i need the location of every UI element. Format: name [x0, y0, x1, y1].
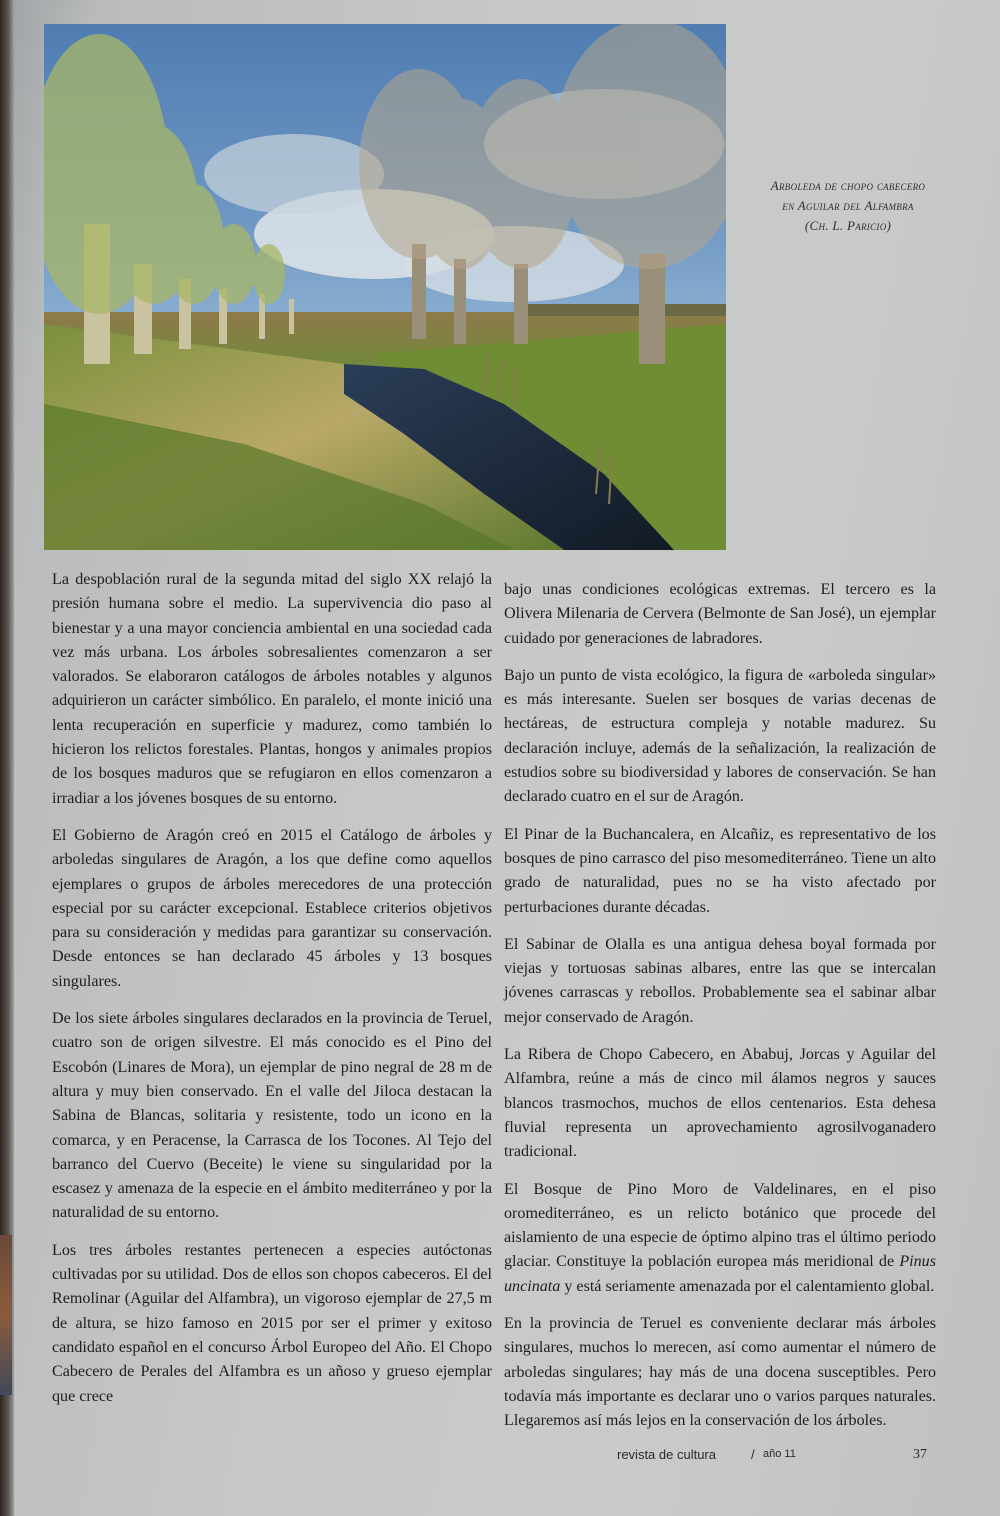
species-name: Pinus uncinata: [504, 1253, 936, 1295]
landscape-photo: [44, 24, 726, 550]
photo-caption: [748, 176, 948, 236]
left-text-column: [52, 568, 492, 1422]
paragraph: De los siete árboles singulares declarados en la provincia de Teruel, cuatro son de origen silvestre. El más conocido es el Pino del Escobón (Linares de Mora), un ejemplar de pino negral de 28 m de altura y muy bien conservado. En el valle del Jiloca destacan la Sabina de Blancas, solitaria y resistente, todo un icono en la comarca, y en Peracense, la Carrasca de los Tocones. Al Tejo del barranco del Cuervo (Beceite) le viene su singularidad por la escasez y amenaza de la especie en el ámbito mediterráneo y por la naturalidad de su entorno.: [52, 1010, 492, 1222]
footer-separator: /: [751, 1447, 755, 1462]
paragraph: El Gobierno de Aragón creó en 2015 el Catálogo de árboles y arboledas singulares de Aragón, a los que define como aquellos ejemplares o grupos de árboles merecedores de una protección especial por su carácter excepcional. Establece criterios objetivos para su consideración y medidas para garantizar su conservación. Desde entonces se han declarado 45 árboles y 13 bosques singulares.: [52, 826, 492, 990]
page-footer: [617, 1447, 927, 1467]
paragraph: Los tres árboles restantes pertenecen a especies autóctonas cultivadas por su utilidad. Dos de ellos son chopos cabeceros. El del Remolinar (Aguilar del Alfambra), un vigoroso ejemplar de 27,5 m de altura, se hizo famoso en 2015 por ser el primer y exitoso candidato español en el concurso Árbol Europeo del Año. El Chopo Cabecero de Perales del Alfambra es un añoso y grueso ejemplar que crece: [52, 1241, 492, 1405]
paragraph: El Pinar de la Buchancalera, en Alcañiz, es representativo de los bosques de pino carrasco del piso mesomediterráneo. Tiene un alto grado de naturalidad, pues no se ha visto afectado por perturbaciones durante décadas.: [504, 825, 936, 916]
caption-line-2: en Aguilar del Alfambra: [782, 198, 914, 213]
caption-line-1: Arboleda de chopo cabecero: [770, 178, 926, 193]
previous-page-edge: [0, 0, 14, 1516]
paragraph: [504, 1178, 936, 1299]
magazine-name: revista de cultura: [617, 1447, 716, 1462]
paragraph: Bajo un punto de vista ecológico, la figura de «arboleda singular» es más interesante. Suelen ser bosques de varias decenas de hectáreas, de estructura compleja y notable madurez. Su declaración incluye, además de la señalización, la realización de estudios sobre su biodiversidad y labores de conservación. Se han declarado cuatro en el sur de Aragón.: [504, 666, 936, 806]
paragraph: bajo unas condiciones ecológicas extremas. El tercero es la Olivera Milenaria de Cervera (Belmonte de San José), un ejemplar cuidado por generaciones de labradores.: [504, 581, 936, 647]
paragraph: La despoblación rural de la segunda mitad del siglo XX relajó la presión humana sobre el medio. La supervivencia dio paso al bienestar y a una mayor conciencia ambiental en una sociedad cada vez más urbana. Los árboles sobresalientes comenzaron a ser valorados. Se elaboraron catálogos de árboles notables y algunos adquirieron un carácter simbólico. En paralelo, el monte inició una lenta recuperación en superficie y madurez, como también lo hicieron los relictos forestales. Plantas, hongos y animales propios de los bosques maduros que se refugiaron en ellos comenzaron a irradiar a los jóvenes bosques de su entorno.: [52, 571, 492, 807]
paragraph: El Sabinar de Olalla es una antigua dehesa boyal formada por viejas y tortuosas sabinas albares, entre las que se intercalan jóvenes carrascas y rebollos. Probablemente sea el sabinar albar mejor conservado de Aragón.: [504, 935, 936, 1026]
paragraph: La Ribera de Chopo Cabecero, en Ababuj, Jorcas y Aguilar del Alfambra, reúne a más de cinco mil álamos negros y sauces blancos trasmochos, muchos de ellos centenarios. Esta dehesa fluvial representa un aprovechamiento agrosilvoganadero tradicional.: [504, 1046, 936, 1161]
issue-year: año 11: [763, 1448, 796, 1460]
caption-line-3: (Ch. L. Paricio): [804, 218, 892, 233]
paragraph-text: y está seriamente amenazada por el calentamiento global.: [560, 1277, 935, 1295]
page-number: 37: [913, 1447, 927, 1462]
paragraph: En la provincia de Teruel es conveniente declarar más árboles singulares, muchos lo merecen, así como aumentar el número de arboledas singulares; hay más de una docena susceptibles. Pero todavía más importante es declarar uno o varios parques naturales. Llegaremos así más lejos en la conservación de los árboles.: [504, 1315, 936, 1430]
paragraph-text: El Bosque de Pino Moro de Valdelinares, en el piso oromediterráneo, es un relicto botánico que procede del aislamiento de una especie de óptimo alpino tras el último periodo glaciar. Constituye la población europea más meridional de: [504, 1180, 936, 1271]
right-text-column: [504, 578, 936, 1447]
